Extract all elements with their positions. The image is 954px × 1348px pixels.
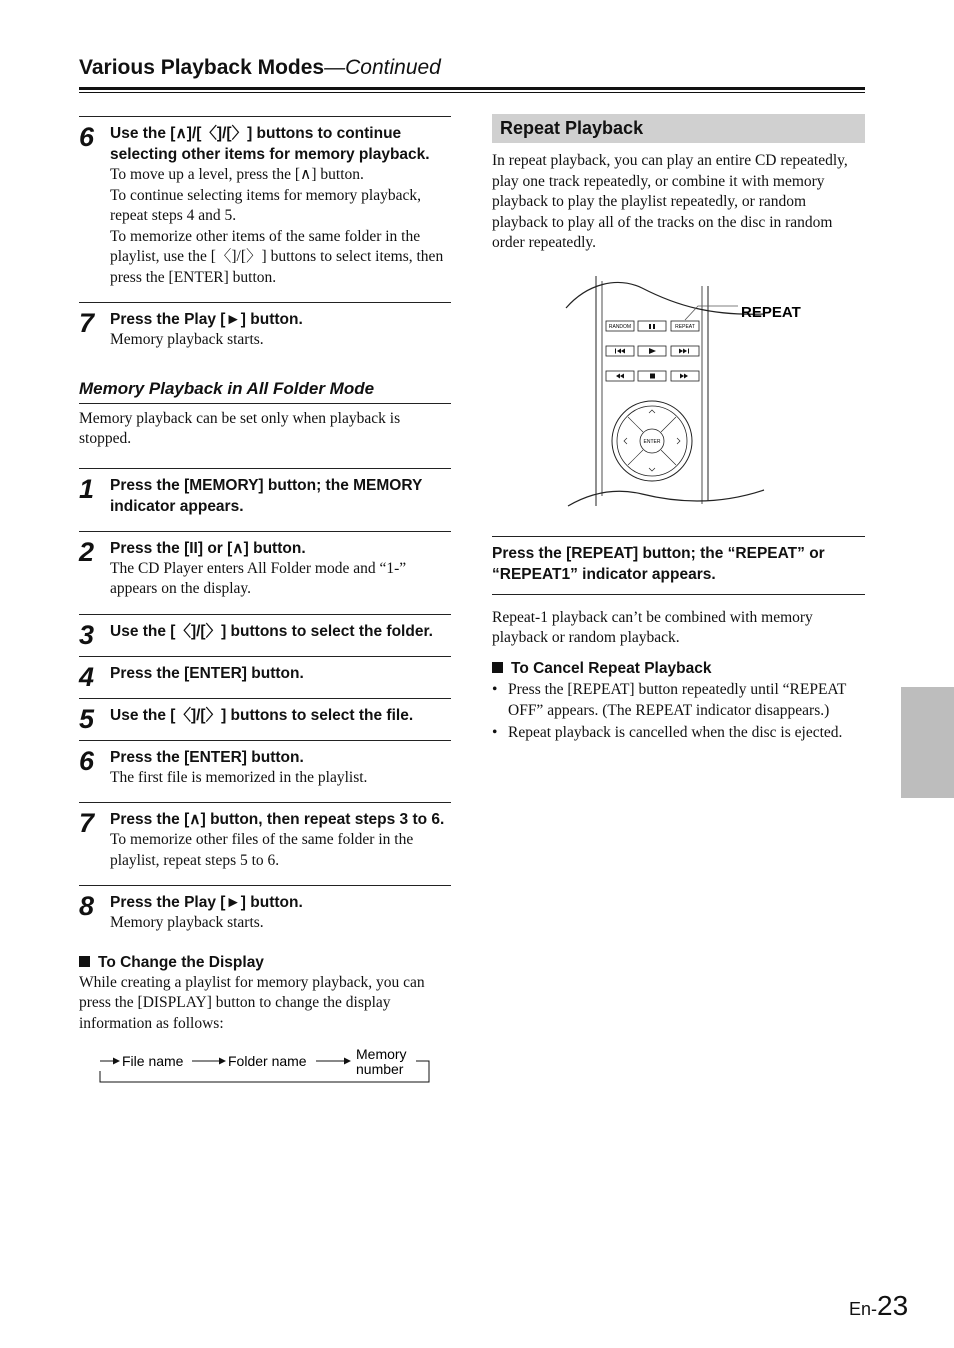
stop-icon (650, 373, 655, 378)
flow-number: number (356, 1061, 404, 1077)
page-number (849, 1290, 908, 1322)
step-6 (79, 740, 451, 803)
repeat-note: Repeat-1 playback can’t be combined with memory playback or random playback. (492, 608, 813, 646)
step-title: Press the Play [►] button. (110, 894, 303, 911)
right-column (492, 114, 865, 744)
step-number: 6 (79, 745, 95, 776)
side-thumb-tab (901, 687, 954, 798)
display-flow-diagram (79, 1048, 451, 1094)
step-body-line: The first file is memorized in the playlist. (110, 768, 368, 786)
flow-folder-name: Folder name (228, 1053, 307, 1069)
step-body-line: The CD Player enters All Folder mode and “1-” appears on the display. (110, 559, 407, 597)
remote-illustration (492, 276, 865, 516)
header-rule-thin (79, 92, 865, 93)
step-title: Press the [ENTER] button. (110, 664, 304, 682)
step-number: 7 (79, 808, 95, 838)
step-number: 8 (79, 891, 95, 921)
repeat-callout-label: REPEAT (741, 303, 801, 321)
step-number: 7 (79, 308, 95, 338)
step-title: Press the Play [►] button. (110, 311, 303, 328)
step-4 (79, 656, 451, 698)
step-number: 5 (79, 703, 95, 734)
step-7-top (79, 302, 451, 365)
step-number: 3 (79, 619, 95, 650)
page-number-value: 23 (877, 1290, 909, 1321)
step-title: Use the [〈]/[〉] buttons to select the folder. (110, 622, 433, 640)
square-bullet-icon (79, 956, 90, 967)
step-title: Use the [〈]/[〉] buttons to select the file. (110, 706, 414, 724)
step-number: 6 (79, 122, 95, 152)
header-title: Various Playback Modes (79, 56, 325, 79)
change-display-body: While creating a playlist for memory playback, you can press the [DISPLAY] button to change the display information as follows: (79, 973, 425, 1032)
pause-button (638, 321, 666, 331)
list-item: • Repeat playback is cancelled when the disc is ejected. (492, 722, 865, 743)
flow-memory: Memory (356, 1048, 407, 1062)
flow-file-name: File name (122, 1053, 184, 1069)
repeat-intro: In repeat playback, you can play an entire CD repeatedly, play one track repeatedly, or combine it with memory playback to play the playlist repeatedly, or random playback to play all of the tracks on the disc in random order repeatedly. (492, 152, 848, 251)
step-2 (79, 531, 451, 614)
step-3 (79, 614, 451, 656)
page-prefix: En- (849, 1299, 878, 1319)
repeat-playback-heading: Repeat Playback (492, 114, 865, 143)
step-body-line: To continue selecting items for memory playback, repeat steps 4 and 5. (110, 186, 421, 224)
step-5 (79, 698, 451, 740)
step-number: 4 (79, 661, 95, 692)
remote-control-drawing (492, 276, 865, 516)
step-number: 2 (79, 536, 95, 567)
cancel-repeat-title: To Cancel Repeat Playback (492, 658, 865, 679)
list-item: • Press the [REPEAT] button repeatedly until “REPEAT OFF” appears. (The REPEAT indicator disappears.) (492, 679, 865, 721)
change-display-title: To Change the Display (79, 952, 451, 973)
step-title: Use the [∧]/[〈]/[〉] buttons to continue selecting other items for memory playback. (110, 125, 430, 163)
step-6-top (79, 116, 451, 302)
svg-text:ENTER: ENTER (643, 438, 661, 445)
pause-icon (649, 324, 651, 329)
square-bullet-icon (492, 662, 503, 673)
flow-arrows (79, 1048, 451, 1094)
header-continued: —Continued (324, 56, 441, 79)
step-body-line: To move up a level, press the [∧] button. (110, 166, 364, 183)
step-title: Press the [II] or [∧] button. (110, 539, 306, 557)
step-1 (79, 468, 451, 531)
step-body-line: To memorize other files of the same folder in the playlist, repeat steps 5 to 6. (110, 831, 414, 869)
step-7 (79, 802, 451, 885)
step-8 (79, 885, 451, 952)
section-intro: Memory playback can be set only when playback is stopped. (79, 409, 401, 447)
svg-text:RANDOM: RANDOM (608, 323, 632, 330)
page-header (79, 56, 865, 80)
repeat-instruction: Press the [REPEAT] button; the “REPEAT” or “REPEAT1” indicator appears. (492, 536, 865, 595)
step-title: Press the [∧] button, then repeat steps 3 to 6. (110, 811, 445, 828)
step-title: Press the [ENTER] button. (110, 748, 304, 766)
step-body-line: Memory playback starts. (110, 914, 264, 931)
step-body-line: Memory playback starts. (110, 331, 264, 348)
svg-text:REPEAT: REPEAT (675, 323, 695, 330)
left-column (79, 116, 451, 1094)
step-title: Press the [MEMORY] button; the MEMORY indicator appears. (110, 476, 423, 515)
step-number: 1 (79, 473, 95, 504)
header-rule-thick (79, 87, 865, 90)
cancel-repeat-list (492, 679, 865, 743)
section-title-all-folder: Memory Playback in All Folder Mode (79, 365, 451, 404)
step-body-line: To memorize other items of the same folder in the playlist, use the [〈]/[〉] buttons to select items, then press the [ENTER] button. (110, 227, 444, 286)
